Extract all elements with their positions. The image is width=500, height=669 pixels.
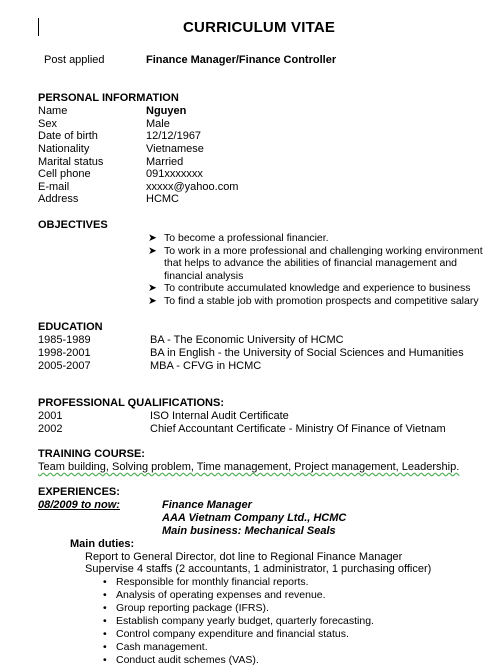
arrow-bullet-icon: ➤	[148, 294, 157, 307]
duty-text: Responsible for monthly financial reports.	[116, 576, 309, 588]
training-text: Team building, Solving problem, Time management, Project management, Leadership.	[38, 461, 460, 473]
duty-text: Analysis of operating expenses and revenue.	[116, 589, 326, 601]
bullet-dot-icon: •	[103, 654, 107, 666]
personal-label: Marital status	[38, 156, 104, 168]
personal-value: xxxxx@yahoo.com	[146, 181, 239, 193]
main-duties-heading: Main duties:	[70, 538, 135, 550]
bullet-dot-icon: •	[103, 576, 107, 588]
bullet-dot-icon: •	[103, 589, 107, 601]
list-item	[148, 295, 493, 308]
personal-value: HCMC	[146, 193, 179, 205]
document-title: CURRICULUM VITAE	[183, 19, 336, 36]
bullet-dot-icon: •	[103, 641, 107, 653]
experience-company: AAA Vietnam Company Ltd., HCMC	[162, 512, 347, 524]
personal-value: Male	[146, 118, 170, 130]
objective-text: To find a stable job with promotion prospects and competitive salary	[164, 294, 479, 307]
list-item	[103, 576, 374, 589]
education-period: 1985-1989	[38, 334, 91, 346]
arrow-bullet-icon: ➤	[148, 282, 157, 294]
qualification-detail: ISO Internal Audit Certificate	[150, 410, 289, 422]
personal-label: E-mail	[38, 181, 70, 193]
duty-text: Control company expenditure and financial status.	[116, 628, 349, 640]
duty-text: Conduct audit schemes (VAS).	[116, 654, 259, 666]
list-item	[148, 232, 493, 245]
personal-label: Date of birth	[38, 130, 98, 142]
objective-text: To contribute accumulated knowledge and experience to business	[164, 282, 471, 294]
education-period: 2005-2007	[38, 360, 91, 372]
objective-text: To work in a more professional and challenging working environment that helps to advance the abilities of financial management and financial analysis	[164, 244, 483, 282]
personal-label: Sex	[38, 118, 57, 130]
arrow-bullet-icon: ➤	[148, 232, 157, 244]
education-detail: MBA - CFVG in HCMC	[150, 360, 262, 372]
experience-business: Main business: Mechanical Seals	[162, 525, 336, 537]
list-item	[103, 654, 374, 667]
duty-text: Cash management.	[116, 641, 208, 653]
arrow-bullet-icon: ➤	[148, 244, 157, 257]
education-heading: EDUCATION	[38, 321, 103, 333]
supervise-line: Supervise 4 staffs (2 accountants, 1 administrator, 1 purchasing officer)	[85, 563, 432, 575]
bullet-dot-icon: •	[103, 602, 107, 614]
duty-text: Establish company yearly budget, quarterly forecasting.	[116, 615, 374, 627]
personal-value: 12/12/1967	[146, 130, 202, 142]
objective-text: To become a professional financier.	[164, 232, 329, 244]
duty-text: Group reporting package (IFRS).	[116, 602, 269, 614]
personal-value: Vietnamese	[146, 143, 204, 155]
list-item	[148, 245, 493, 283]
education-period: 1998-2001	[38, 347, 91, 359]
education-detail: BA - The Economic University of HCMC	[150, 334, 344, 346]
list-item	[103, 602, 374, 615]
post-value: Finance Manager/Finance Controller	[146, 54, 337, 66]
personal-label: Address	[38, 193, 79, 205]
list-item	[103, 628, 374, 641]
list-item	[103, 615, 374, 628]
bullet-dot-icon: •	[103, 628, 107, 640]
experiences-heading: EXPERIENCES:	[38, 486, 120, 498]
personal-label: Nationality	[38, 143, 90, 155]
bullet-dot-icon: •	[103, 615, 107, 627]
report-line: Report to General Director, dot line to Regional Finance Manager	[85, 551, 403, 563]
personal-label: Name	[38, 105, 68, 117]
personal-label: Cell phone	[38, 168, 91, 180]
experience-position: Finance Manager	[162, 499, 252, 511]
experience-period: 08/2009 to now:	[38, 499, 120, 511]
objectives-heading: OBJECTIVES	[38, 219, 108, 231]
qualification-year: 2001	[38, 410, 63, 422]
qualification-year: 2002	[38, 423, 63, 435]
list-item	[103, 641, 374, 654]
list-item	[103, 589, 374, 602]
personal-value: 091xxxxxxx	[146, 168, 203, 180]
personal-heading: PERSONAL INFORMATION	[38, 92, 179, 104]
qualification-detail: Chief Accountant Certificate - Ministry Of Finance of Vietnam	[150, 423, 446, 435]
list-item	[148, 282, 493, 295]
personal-value: Married	[146, 156, 184, 168]
duties-list	[103, 576, 374, 667]
qualifications-heading: PROFESSIONAL QUALIFICATIONS:	[38, 397, 224, 409]
personal-value: Nguyen	[146, 105, 187, 117]
text-cursor	[38, 18, 39, 36]
objectives-list	[148, 232, 493, 307]
education-detail: BA in English - the University of Social Sciences and Humanities	[150, 347, 464, 359]
post-label: Post applied	[44, 54, 105, 66]
training-heading: TRAINING COURSE:	[38, 448, 145, 460]
